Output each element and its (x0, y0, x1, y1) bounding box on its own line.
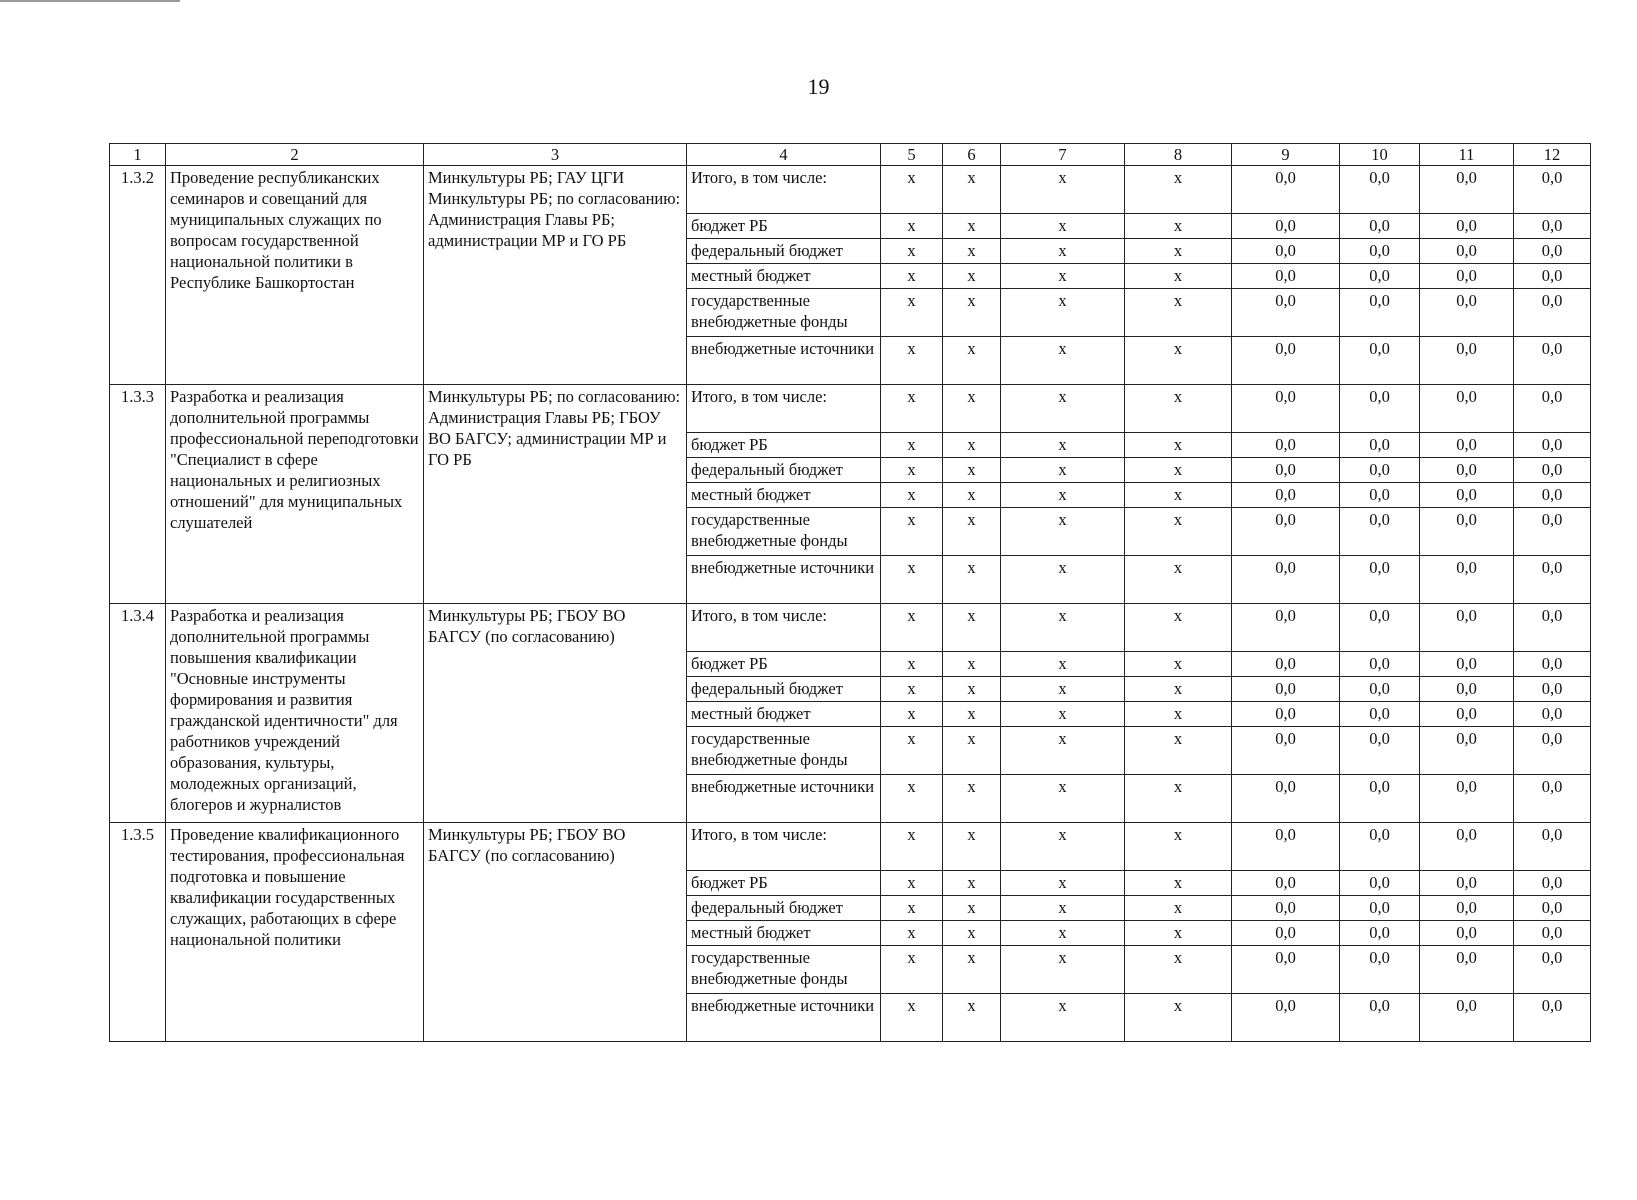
value-cell: х (1001, 433, 1125, 458)
value-cell: х (1001, 896, 1125, 921)
value-cell: х (943, 433, 1001, 458)
value-cell: х (881, 727, 943, 775)
value-cell: 0,0 (1420, 458, 1514, 483)
value-cell: 0,0 (1340, 921, 1420, 946)
value-cell: 0,0 (1514, 433, 1591, 458)
value-cell: 0,0 (1340, 946, 1420, 994)
value-cell: х (1125, 289, 1232, 337)
header-cell: 9 (1232, 144, 1340, 166)
header-row (110, 144, 1591, 166)
value-cell: 0,0 (1232, 385, 1340, 433)
table-row (110, 385, 1591, 433)
value-cell: х (943, 337, 1001, 385)
value-cell: 0,0 (1420, 483, 1514, 508)
value-cell: 0,0 (1340, 994, 1420, 1042)
value-cell: 0,0 (1420, 214, 1514, 239)
value-cell: 0,0 (1232, 483, 1340, 508)
value-cell: 0,0 (1514, 896, 1591, 921)
value-cell: 0,0 (1514, 289, 1591, 337)
value-cell: 0,0 (1420, 433, 1514, 458)
value-cell: 0,0 (1514, 556, 1591, 604)
value-cell: 0,0 (1420, 556, 1514, 604)
header-cell: 7 (1001, 144, 1125, 166)
value-cell: 0,0 (1420, 702, 1514, 727)
header-cell: 4 (687, 144, 881, 166)
value-cell: 0,0 (1232, 896, 1340, 921)
value-cell: х (1125, 871, 1232, 896)
value-cell: 0,0 (1340, 433, 1420, 458)
funding-source: федеральный бюджет (687, 458, 881, 483)
value-cell: 0,0 (1340, 677, 1420, 702)
value-cell: х (943, 458, 1001, 483)
value-cell: х (881, 652, 943, 677)
header-cell: 12 (1514, 144, 1591, 166)
value-cell: 0,0 (1232, 946, 1340, 994)
funding-source: внебюджетные источники (687, 775, 881, 823)
value-cell: х (1001, 823, 1125, 871)
value-cell: х (881, 239, 943, 264)
value-cell: 0,0 (1340, 214, 1420, 239)
value-cell: х (1125, 166, 1232, 214)
value-cell: х (943, 871, 1001, 896)
funding-source: местный бюджет (687, 921, 881, 946)
value-cell: х (1001, 677, 1125, 702)
value-cell: х (1001, 239, 1125, 264)
value-cell: 0,0 (1232, 677, 1340, 702)
value-cell: 0,0 (1420, 727, 1514, 775)
activity-name: Проведение квалификационного тестирования, профессиональная подготовка и повышение квалификации государственных служащих, работающих в сфере национальной политики (166, 823, 424, 1042)
value-cell: 0,0 (1514, 946, 1591, 994)
value-cell: 0,0 (1232, 239, 1340, 264)
value-cell: х (1125, 556, 1232, 604)
value-cell: 0,0 (1514, 994, 1591, 1042)
value-cell: х (1125, 775, 1232, 823)
value-cell: 0,0 (1232, 337, 1340, 385)
funding-source: федеральный бюджет (687, 896, 881, 921)
funding-source: местный бюджет (687, 483, 881, 508)
value-cell: х (1001, 385, 1125, 433)
executors-cell: Минкультуры РБ; ГАУ ЦГИ Минкультуры РБ; по согласованию: Администрация Главы РБ; администрации МР и ГО РБ (424, 166, 687, 385)
value-cell: 0,0 (1340, 702, 1420, 727)
value-cell: 0,0 (1420, 871, 1514, 896)
header-cell: 3 (424, 144, 687, 166)
value-cell: 0,0 (1340, 871, 1420, 896)
value-cell: х (943, 652, 1001, 677)
value-cell: 0,0 (1232, 921, 1340, 946)
funding-source: внебюджетные источники (687, 556, 881, 604)
table-row (110, 166, 1591, 214)
value-cell: х (943, 921, 1001, 946)
value-cell: 0,0 (1420, 508, 1514, 556)
value-cell: 0,0 (1514, 921, 1591, 946)
value-cell: х (943, 727, 1001, 775)
value-cell: х (1001, 921, 1125, 946)
value-cell: х (881, 483, 943, 508)
value-cell: х (943, 994, 1001, 1042)
header-cell: 10 (1340, 144, 1420, 166)
value-cell: 0,0 (1514, 823, 1591, 871)
value-cell: 0,0 (1340, 775, 1420, 823)
value-cell: 0,0 (1514, 871, 1591, 896)
value-cell: х (1125, 483, 1232, 508)
value-cell: х (1125, 994, 1232, 1042)
value-cell: х (881, 556, 943, 604)
value-cell: 0,0 (1420, 896, 1514, 921)
value-cell: х (1001, 652, 1125, 677)
value-cell: 0,0 (1232, 289, 1340, 337)
value-cell: х (1001, 994, 1125, 1042)
value-cell: 0,0 (1514, 214, 1591, 239)
value-cell: х (881, 214, 943, 239)
value-cell: х (881, 871, 943, 896)
value-cell: 0,0 (1232, 166, 1340, 214)
value-cell: х (1125, 508, 1232, 556)
value-cell: х (1125, 385, 1232, 433)
value-cell: х (1125, 458, 1232, 483)
value-cell: х (881, 166, 943, 214)
value-cell: х (943, 239, 1001, 264)
funding-source: государственные внебюджетные фонды (687, 727, 881, 775)
value-cell: 0,0 (1514, 652, 1591, 677)
funding-source: федеральный бюджет (687, 239, 881, 264)
value-cell: 0,0 (1232, 775, 1340, 823)
value-cell: х (1001, 871, 1125, 896)
value-cell: х (881, 458, 943, 483)
value-cell: х (943, 604, 1001, 652)
funding-source: местный бюджет (687, 264, 881, 289)
value-cell: х (943, 214, 1001, 239)
value-cell: х (881, 921, 943, 946)
activity-code: 1.3.4 (110, 604, 166, 823)
value-cell: х (1001, 214, 1125, 239)
value-cell: х (943, 289, 1001, 337)
value-cell: 0,0 (1232, 727, 1340, 775)
activity-code: 1.3.3 (110, 385, 166, 604)
value-cell: х (1125, 896, 1232, 921)
value-cell: х (1125, 239, 1232, 264)
funding-source: бюджет РБ (687, 433, 881, 458)
value-cell: 0,0 (1232, 508, 1340, 556)
value-cell: 0,0 (1420, 166, 1514, 214)
value-cell: х (1125, 946, 1232, 994)
value-cell: х (881, 823, 943, 871)
value-cell: х (1125, 727, 1232, 775)
value-cell: 0,0 (1420, 823, 1514, 871)
value-cell: х (881, 994, 943, 1042)
value-cell: х (943, 483, 1001, 508)
value-cell: 0,0 (1514, 264, 1591, 289)
value-cell: 0,0 (1232, 652, 1340, 677)
value-cell: х (881, 677, 943, 702)
value-cell: 0,0 (1514, 508, 1591, 556)
activity-name: Разработка и реализация дополнительной программы повышения квалификации "Основные инструменты формирования и развития гражданской идентичности" для работников учреждений образования, культуры, молодежных организаций, блогеров и журналистов (166, 604, 424, 823)
header-cell: 6 (943, 144, 1001, 166)
value-cell: 0,0 (1514, 677, 1591, 702)
value-cell: х (1001, 702, 1125, 727)
table-row (110, 604, 1591, 652)
header-cell: 2 (166, 144, 424, 166)
funding-source: внебюджетные источники (687, 994, 881, 1042)
value-cell: 0,0 (1514, 727, 1591, 775)
value-cell: х (1001, 483, 1125, 508)
value-cell: х (1001, 508, 1125, 556)
value-cell: х (1001, 166, 1125, 214)
value-cell: 0,0 (1340, 823, 1420, 871)
value-cell: х (881, 946, 943, 994)
value-cell: х (1001, 264, 1125, 289)
value-cell: х (881, 433, 943, 458)
value-cell: х (1001, 289, 1125, 337)
value-cell: х (881, 385, 943, 433)
value-cell: 0,0 (1340, 604, 1420, 652)
value-cell: 0,0 (1232, 702, 1340, 727)
value-cell: 0,0 (1232, 823, 1340, 871)
value-cell: х (881, 775, 943, 823)
activity-name: Разработка и реализация дополнительной программы профессиональной переподготовки "Специалист в сфере национальных и религиозных отношений" для муниципальных слушателей (166, 385, 424, 604)
value-cell: 0,0 (1514, 239, 1591, 264)
funding-source: государственные внебюджетные фонды (687, 289, 881, 337)
header-cell: 5 (881, 144, 943, 166)
funding-source: внебюджетные источники (687, 337, 881, 385)
value-cell: 0,0 (1420, 239, 1514, 264)
value-cell: х (1001, 775, 1125, 823)
funding-source: Итого, в том числе: (687, 385, 881, 433)
value-cell: 0,0 (1420, 921, 1514, 946)
value-cell: 0,0 (1340, 652, 1420, 677)
funding-source: государственные внебюджетные фонды (687, 508, 881, 556)
value-cell: х (881, 702, 943, 727)
funding-source: бюджет РБ (687, 652, 881, 677)
value-cell: 0,0 (1420, 289, 1514, 337)
funding-source: местный бюджет (687, 702, 881, 727)
activity-code: 1.3.5 (110, 823, 166, 1042)
value-cell: 0,0 (1420, 994, 1514, 1042)
page-number: 19 (807, 74, 830, 99)
value-cell: х (881, 264, 943, 289)
value-cell: 0,0 (1340, 458, 1420, 483)
value-cell: 0,0 (1514, 702, 1591, 727)
header-cell: 1 (110, 144, 166, 166)
table-row (110, 823, 1591, 871)
value-cell: 0,0 (1340, 483, 1420, 508)
value-cell: 0,0 (1340, 896, 1420, 921)
value-cell: 0,0 (1514, 483, 1591, 508)
value-cell: 0,0 (1340, 166, 1420, 214)
value-cell: х (1125, 823, 1232, 871)
value-cell: х (943, 508, 1001, 556)
activity-name: Проведение республиканских семинаров и совещаний для муниципальных служащих по вопросам государственной национальной политики в Республике Башкортостан (166, 166, 424, 385)
executors-cell: Минкультуры РБ; ГБОУ ВО БАГСУ (по согласованию) (424, 604, 687, 823)
value-cell: 0,0 (1232, 604, 1340, 652)
value-cell: 0,0 (1232, 458, 1340, 483)
value-cell: х (943, 264, 1001, 289)
funding-source: бюджет РБ (687, 871, 881, 896)
value-cell: х (881, 604, 943, 652)
value-cell: х (943, 702, 1001, 727)
funding-source: Итого, в том числе: (687, 166, 881, 214)
value-cell: х (943, 385, 1001, 433)
budget-table (109, 143, 1591, 1042)
value-cell: х (881, 896, 943, 921)
value-cell: 0,0 (1420, 775, 1514, 823)
value-cell: 0,0 (1232, 994, 1340, 1042)
value-cell: 0,0 (1514, 775, 1591, 823)
value-cell: х (1001, 556, 1125, 604)
value-cell: 0,0 (1420, 385, 1514, 433)
funding-source: федеральный бюджет (687, 677, 881, 702)
value-cell: х (943, 166, 1001, 214)
value-cell: 0,0 (1420, 946, 1514, 994)
value-cell: х (1001, 604, 1125, 652)
value-cell: 0,0 (1420, 652, 1514, 677)
value-cell: х (1001, 337, 1125, 385)
executors-cell: Минкультуры РБ; ГБОУ ВО БАГСУ (по согласованию) (424, 823, 687, 1042)
value-cell: 0,0 (1420, 264, 1514, 289)
value-cell: 0,0 (1514, 166, 1591, 214)
value-cell: 0,0 (1232, 556, 1340, 604)
header-cell: 8 (1125, 144, 1232, 166)
value-cell: 0,0 (1514, 458, 1591, 483)
value-cell: х (943, 556, 1001, 604)
value-cell: х (1125, 604, 1232, 652)
value-cell: 0,0 (1514, 385, 1591, 433)
value-cell: х (943, 896, 1001, 921)
header-cell: 11 (1420, 144, 1514, 166)
value-cell: х (1125, 652, 1232, 677)
funding-source: государственные внебюджетные фонды (687, 946, 881, 994)
value-cell: х (943, 677, 1001, 702)
value-cell: х (1125, 433, 1232, 458)
value-cell: х (1001, 946, 1125, 994)
value-cell: х (943, 823, 1001, 871)
value-cell: х (943, 946, 1001, 994)
value-cell: х (1125, 677, 1232, 702)
value-cell: 0,0 (1420, 337, 1514, 385)
value-cell: 0,0 (1420, 677, 1514, 702)
funding-source: Итого, в том числе: (687, 604, 881, 652)
value-cell: х (943, 775, 1001, 823)
funding-source: Итого, в том числе: (687, 823, 881, 871)
value-cell: 0,0 (1514, 337, 1591, 385)
value-cell: 0,0 (1340, 337, 1420, 385)
value-cell: х (1125, 702, 1232, 727)
funding-source: бюджет РБ (687, 214, 881, 239)
value-cell: 0,0 (1340, 289, 1420, 337)
value-cell: 0,0 (1340, 385, 1420, 433)
value-cell: 0,0 (1340, 239, 1420, 264)
value-cell: 0,0 (1232, 264, 1340, 289)
value-cell: 0,0 (1340, 264, 1420, 289)
value-cell: х (1125, 337, 1232, 385)
value-cell: х (1125, 921, 1232, 946)
scan-edge-mark (0, 0, 180, 2)
value-cell: 0,0 (1340, 508, 1420, 556)
value-cell: 0,0 (1232, 214, 1340, 239)
value-cell: 0,0 (1340, 727, 1420, 775)
value-cell: х (1125, 214, 1232, 239)
value-cell: 0,0 (1340, 556, 1420, 604)
executors-cell: Минкультуры РБ; по согласованию: Администрация Главы РБ; ГБОУ ВО БАГСУ; администрации МР и ГО РБ (424, 385, 687, 604)
value-cell: 0,0 (1514, 604, 1591, 652)
value-cell: х (881, 508, 943, 556)
value-cell: х (881, 337, 943, 385)
value-cell: 0,0 (1232, 871, 1340, 896)
value-cell: х (1001, 458, 1125, 483)
value-cell: х (1001, 727, 1125, 775)
value-cell: 0,0 (1232, 433, 1340, 458)
value-cell: х (1125, 264, 1232, 289)
value-cell: х (881, 289, 943, 337)
activity-code: 1.3.2 (110, 166, 166, 385)
value-cell: 0,0 (1420, 604, 1514, 652)
